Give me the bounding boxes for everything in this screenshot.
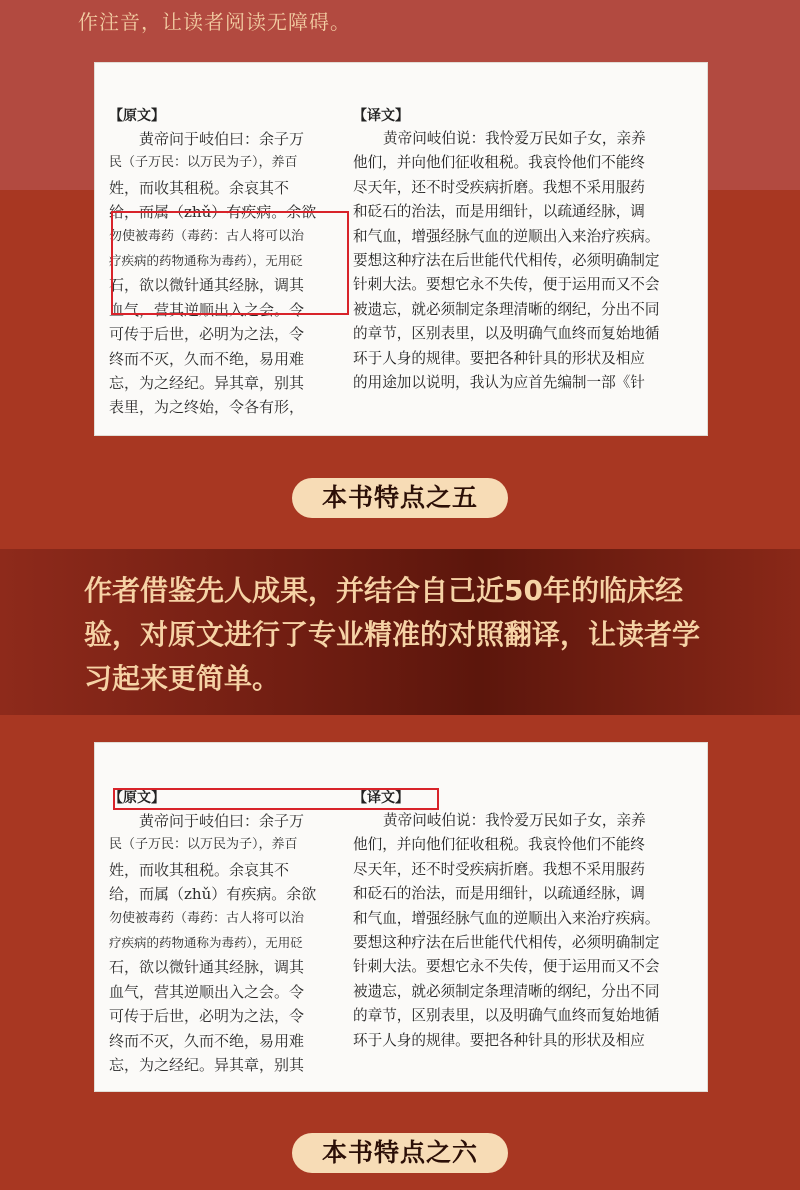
feature-description: 作者借鉴先人成果，并结合自己近50年的临床经验，对原文进行了专业精准的对照翻译，让读者学习起来更简单。: [84, 574, 701, 695]
translation-line: 尽天年，还不时受疾病折磨。我想不采用服药: [353, 860, 645, 878]
feature-badge-5: 本书特点之五: [292, 478, 508, 518]
translation-heading: 【译文】: [353, 108, 409, 124]
translation-line: 环于人身的规律。要把各种针具的形状及相应: [353, 1031, 645, 1049]
original-line: 民（子万民：以万民为子），养百: [109, 155, 298, 171]
translation-text-column: [353, 105, 693, 395]
original-line: 姓，而收其租税。余哀其不: [109, 178, 290, 197]
translation-text-column: [353, 787, 693, 1053]
translation-line: 针刺大法。要想它永不失传，便于运用而又不会: [353, 958, 660, 976]
original-line: 给，而属（zhǔ）有疾病。余欲: [109, 885, 317, 904]
original-line: 黄帝问于岐伯曰：余子万: [139, 812, 305, 830]
translation-line: 针刺大法。要想它永不失传，便于运用而又不会: [353, 276, 660, 294]
translation-line: 要想这种疗法在后世能代代相传，必须明确制定: [353, 251, 660, 269]
translation-line: 黄帝问岐伯说：我怜爱万民如子女，亲养: [383, 130, 646, 147]
translation-line: 和气血，增强经脉气血的逆顺出入来治疗疾病。: [353, 227, 660, 245]
translation-line: 被遗忘，就必须制定条理清晰的纲纪，分出不同: [353, 300, 660, 318]
translation-line: 尽天年，还不时受疾病折磨。我想不采用服药: [353, 178, 645, 196]
original-line: 终而不灭，久而不绝，易用难: [109, 1031, 305, 1050]
original-line: 疗疾病的药物通称为毒药），无用砭: [109, 934, 303, 950]
translation-line: 和砭石的治法，而是用细针，以疏通经脉，调: [353, 885, 645, 903]
original-line: 忘，为之经纪。异其章，别其: [109, 1055, 305, 1074]
pinyin-highlight-box: [111, 211, 349, 315]
original-heading: 【原文】: [109, 108, 165, 124]
translation-line: 环于人身的规律。要把各种针具的形状及相应: [353, 349, 645, 367]
translation-line: 的章节，区别表里，以及明确气血终而复始地循: [353, 325, 660, 343]
original-line: 石，欲以微针通其经脉，调其: [109, 958, 305, 977]
translation-line: 被遗忘，就必须制定条理清晰的纲纪，分出不同: [353, 982, 660, 1000]
top-caption: 作注音，让读者阅读无障碍。: [78, 10, 351, 34]
translation-line: 他们，并向他们征收租税。我哀怜他们不能终: [353, 154, 645, 172]
original-line: 民（子万民：以万民为子），养百: [109, 837, 298, 853]
original-heading: 【原文】: [109, 790, 165, 806]
translation-line: 的用途加以说明，我认为应首先编制一部《针: [353, 373, 645, 391]
translation-line: 黄帝问岐伯说：我怜爱万民如子女，亲养: [383, 812, 646, 829]
original-line: 忘，为之经纪。异其章，别其: [109, 373, 305, 392]
original-text-column: [109, 787, 353, 1077]
book-page-sample-2: [94, 742, 708, 1092]
original-line: 黄帝问于岐伯曰：余子万: [139, 130, 305, 148]
translation-line: 的章节，区别表里，以及明确气血终而复始地循: [353, 1007, 660, 1025]
original-line: 勿使被毒药（毒药：古人将可以治: [109, 910, 305, 926]
original-line: 石，欲以微针通其经脉，调其: [109, 276, 305, 295]
original-line: 给，而属（zhǔ）有疾病。余欲: [109, 203, 317, 222]
original-line: 勿使被毒药（毒药：古人将可以治: [109, 228, 305, 244]
translation-heading: 【译文】: [353, 790, 409, 806]
heading-highlight-box: [113, 788, 439, 810]
original-line: 可传于后世，必明为之法，令: [109, 1007, 305, 1026]
original-line: 疗疾病的药物通称为毒药），无用砭: [109, 252, 303, 268]
translation-line: 他们，并向他们征收租税。我哀怜他们不能终: [353, 836, 645, 854]
original-line: 血气，营其逆顺出入之会。令: [109, 300, 305, 319]
translation-line: 要想这种疗法在后世能代代相传，必须明确制定: [353, 933, 660, 951]
translation-line: 和气血，增强经脉气血的逆顺出入来治疗疾病。: [353, 909, 660, 927]
original-line: 可传于后世，必明为之法，令: [109, 325, 305, 344]
original-line: 终而不灭，久而不绝，易用难: [109, 349, 305, 368]
translation-line: 和砭石的治法，而是用细针，以疏通经脉，调: [353, 203, 645, 221]
feature-badge-6: 本书特点之六: [292, 1133, 508, 1173]
original-line: 表里，为之终始，令各有形，: [109, 398, 305, 417]
book-page-sample-1: [94, 62, 708, 436]
original-line: 姓，而收其租税。余哀其不: [109, 860, 290, 879]
original-line: 血气，营其逆顺出入之会。令: [109, 982, 305, 1001]
